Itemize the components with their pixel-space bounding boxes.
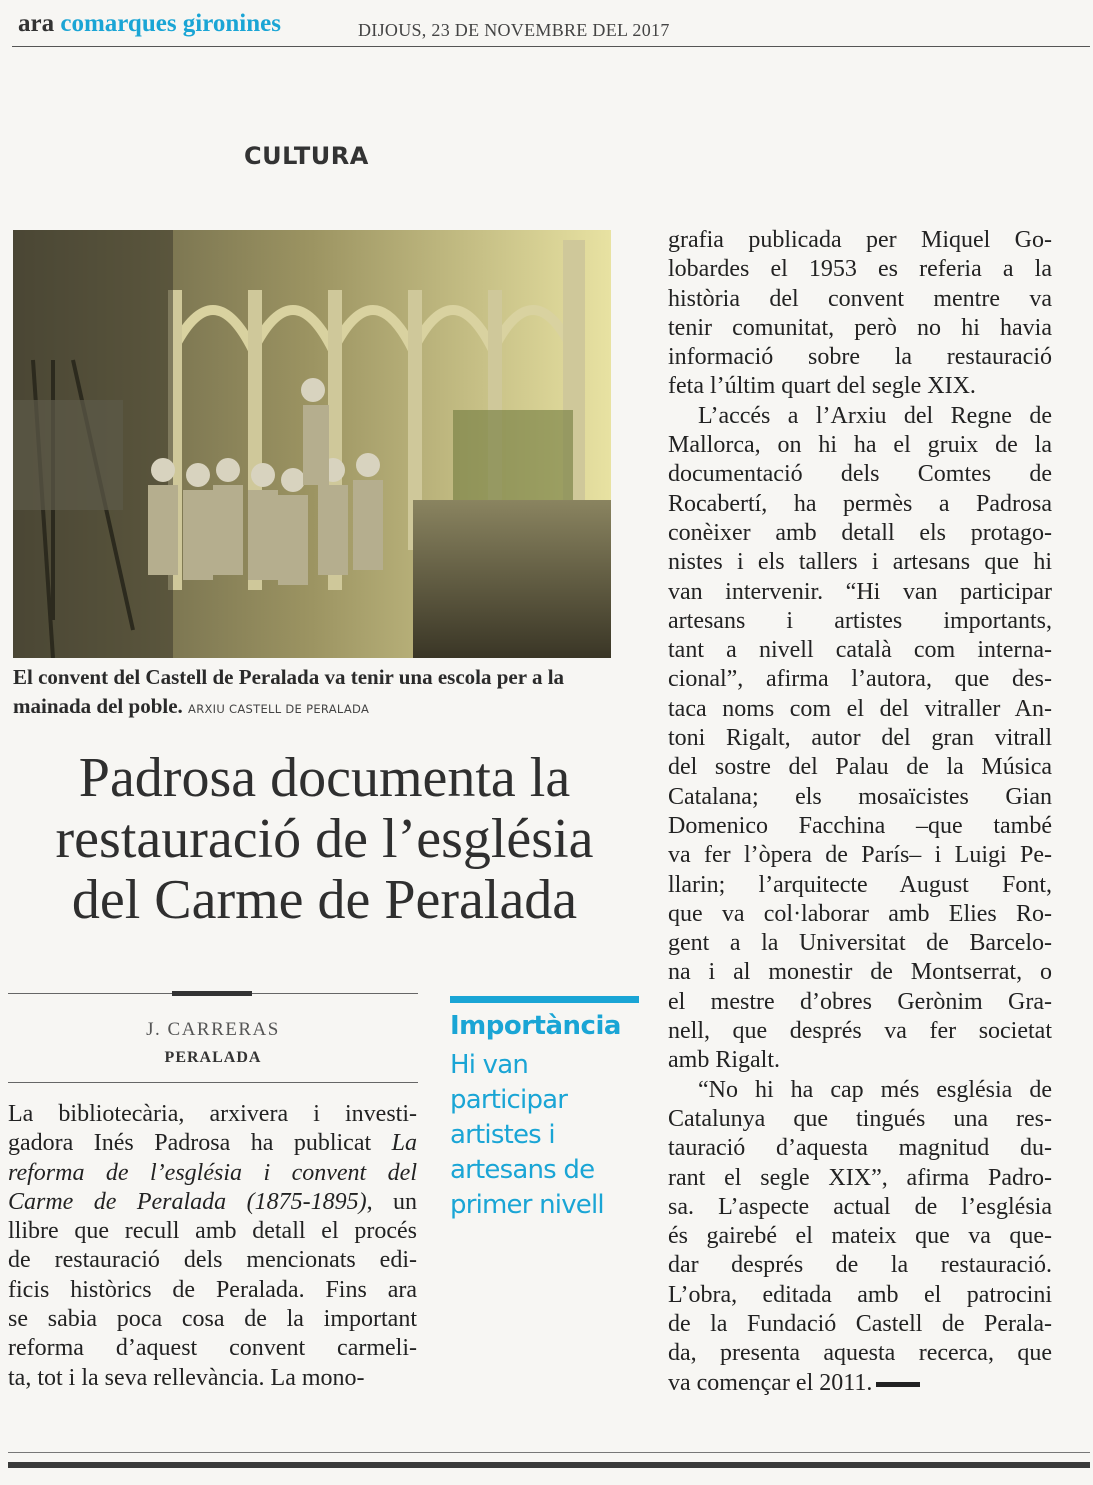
body-line: amb Rigalt. bbox=[668, 1047, 780, 1074]
body-line: L’accés a l’Arxiu del Regne de bbox=[698, 402, 1052, 429]
headline-line: Padrosa documenta la bbox=[78, 747, 571, 809]
body-line: L’obra, editada amb el patrocini bbox=[668, 1281, 1052, 1308]
article-headline bbox=[12, 748, 637, 931]
body-line: Rocabertí, ha permès a Padrosa bbox=[668, 490, 1052, 517]
body-line: que va col·laborar amb Elies Ro- bbox=[668, 900, 1052, 927]
body-line: de restauració dels mencionats edi- bbox=[8, 1247, 417, 1274]
body-line: va començar el 2011. bbox=[668, 1369, 1052, 1398]
body-line: nistes i els tallers i artesans que hi bbox=[668, 549, 1052, 576]
body-line: Catalunya que tingués una res- bbox=[668, 1105, 1052, 1132]
body-line: del sostre del Palau de la Música bbox=[668, 754, 1052, 781]
body-line: rant el segle XIX”, afirma Padro- bbox=[668, 1164, 1052, 1191]
sidebar-line: primer nivell bbox=[450, 1190, 604, 1220]
body-line: gent a la Universitat de Barcelo- bbox=[668, 930, 1052, 957]
body-line: “No hi ha cap més església de bbox=[698, 1076, 1052, 1103]
brand-ara: ara bbox=[18, 10, 55, 37]
body-line: tenir comunitat, però no hi havia bbox=[668, 314, 1052, 341]
body-line: taca noms com el del vitraller An- bbox=[668, 695, 1052, 722]
body-line: dar després de la restauració. bbox=[668, 1252, 1052, 1279]
sidebar-line: Hi van bbox=[450, 1050, 529, 1080]
body-line: Carme de Peralada (1875-1895), un bbox=[8, 1188, 418, 1215]
photo-credit: ARXIU CASTELL DE PERALADA bbox=[188, 702, 370, 716]
body-line: reforma de l’església i convent del bbox=[8, 1159, 417, 1186]
body-line: lobardes el 1953 es referia a la bbox=[668, 256, 1052, 283]
body-line: sa. L’aspecte actual de l’església bbox=[668, 1193, 1052, 1220]
body-line: feta l’últim quart del segle XIX. bbox=[668, 373, 976, 400]
body-line: llarin; l’arquitecte August Font, bbox=[668, 871, 1052, 898]
brand-section: comarques gironines bbox=[60, 10, 281, 37]
body-line: ta, tot i la seva rellevància. La mono- bbox=[8, 1364, 365, 1391]
body-line: conèixer amb detall els protago- bbox=[668, 519, 1052, 546]
body-line: tant a nivell català com interna- bbox=[668, 637, 1052, 664]
article-body-column-3 bbox=[668, 226, 1052, 1398]
body-line: tauració d’aquesta magnitud du- bbox=[668, 1135, 1052, 1162]
sidebar-line: artesans de bbox=[450, 1155, 595, 1185]
footer-bar bbox=[8, 1462, 1090, 1468]
newspaper-brand bbox=[18, 10, 281, 38]
end-of-article-mark bbox=[876, 1382, 920, 1387]
article-photo bbox=[13, 230, 611, 658]
photo-caption bbox=[13, 663, 618, 724]
body-line: nell, que després va fer societat bbox=[668, 1018, 1052, 1045]
body-line: se sabia poca cosa de la important bbox=[8, 1306, 417, 1333]
header-divider bbox=[12, 46, 1090, 47]
body-line: gadora Inés Padrosa ha publicat La bbox=[8, 1130, 417, 1157]
body-line: cional”, afirma l’autora, que des- bbox=[668, 666, 1052, 693]
body-line: grafia publicada per Miquel Go- bbox=[668, 227, 1052, 253]
section-label: CULTURA bbox=[244, 142, 369, 170]
body-line: ficis històrics de Peralada. Fins ara bbox=[8, 1276, 417, 1303]
sidebar-title: Importància bbox=[450, 1011, 621, 1041]
body-line: na i al monestir de Montserrat, o bbox=[668, 959, 1052, 986]
body-line: és gairebé el mateix que va que- bbox=[668, 1223, 1052, 1250]
page-header bbox=[18, 10, 1090, 46]
body-line: de la Fundació Castell de Perala- bbox=[668, 1310, 1052, 1337]
byline-accent-bar bbox=[172, 991, 252, 996]
issue-date: DIJOUS, 23 DE NOVEMBRE DEL 2017 bbox=[358, 20, 670, 40]
body-line: Domenico Facchina –que també bbox=[668, 812, 1052, 839]
byline-place: PERALADA bbox=[164, 1049, 262, 1066]
body-line: van intervenir. “Hi van participar bbox=[668, 578, 1052, 605]
body-line: Mallorca, on hi ha el gruix de la bbox=[668, 432, 1052, 459]
body-line: història del convent mentre va bbox=[668, 285, 1052, 312]
body-line: informació sobre la restauració bbox=[668, 344, 1052, 371]
article-body-column-1 bbox=[8, 1100, 417, 1393]
sidebar-quote bbox=[450, 1048, 640, 1223]
body-line: llibre que recull amb detall el procés bbox=[8, 1218, 417, 1245]
headline-line: restauració de l’església bbox=[55, 808, 594, 870]
headline-line: del Carme de Peralada bbox=[71, 869, 578, 931]
body-line: va fer l’òpera de París– i Luigi Pe- bbox=[668, 842, 1052, 869]
sidebar-line: participar bbox=[450, 1085, 568, 1115]
footer-divider bbox=[8, 1452, 1090, 1453]
photo-caption-text: El convent del Castell de Peralada va tenir una escola per a la mainada del poble. bbox=[13, 665, 565, 718]
body-line: La bibliotecària, arxivera i investi- bbox=[8, 1101, 417, 1127]
body-line: documentació dels Comtes de bbox=[668, 461, 1052, 488]
body-line: toni Rigalt, autor del gran vitrall bbox=[668, 725, 1052, 752]
sidebar-accent-bar bbox=[450, 996, 639, 1003]
body-line: da, presenta aquesta recerca, que bbox=[668, 1340, 1052, 1367]
body-line: el mestre d’obres Gerònim Gra- bbox=[668, 988, 1052, 1015]
body-line: reforma d’aquest convent carmeli- bbox=[8, 1335, 417, 1362]
sidebar-line: artistes i bbox=[450, 1120, 555, 1150]
body-line: artesans i artistes importants, bbox=[668, 607, 1052, 634]
byline-author: J. CARRERAS bbox=[146, 1019, 280, 1040]
byline-divider-bottom bbox=[8, 1082, 418, 1083]
body-line: Catalana; els mosaïcistes Gian bbox=[668, 783, 1052, 810]
